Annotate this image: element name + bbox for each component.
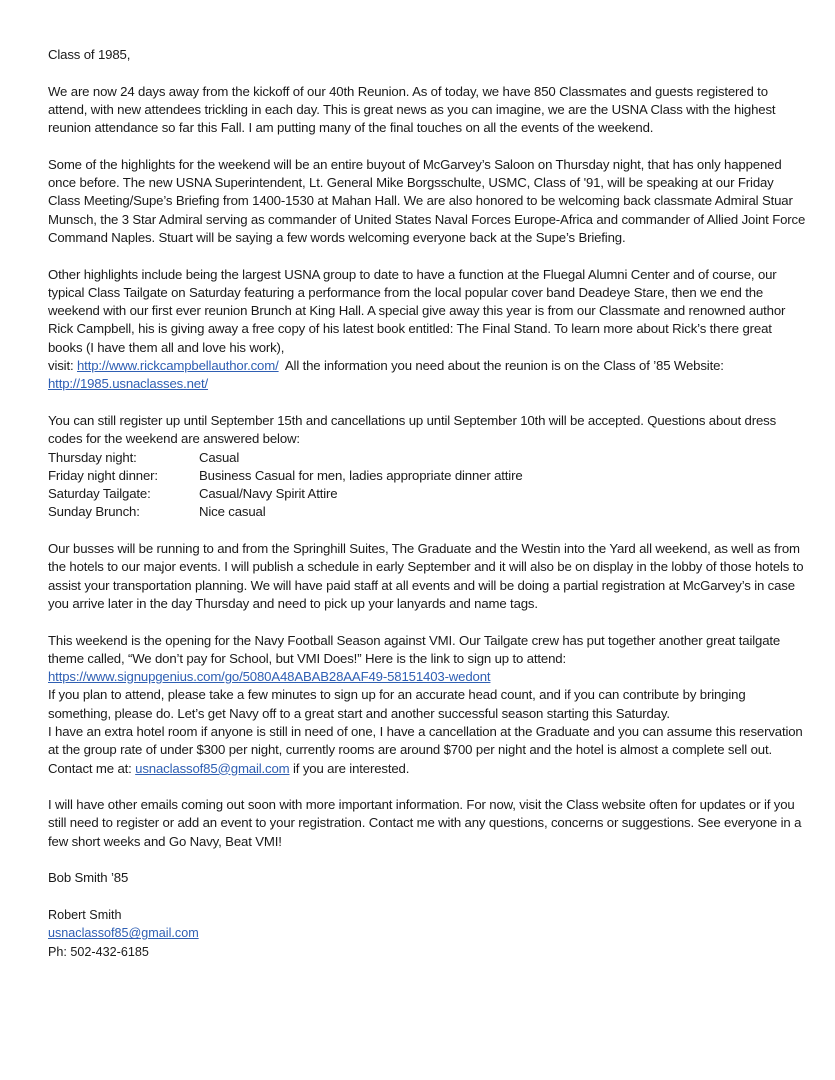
dress-code-event: Friday night dinner: (48, 467, 158, 483)
signup-text: If you plan to attend, please take a few minutes to sign up for an accurate head count, and if you can contribute by bringing something, please do. Let’s get Navy off to a great start and another successful season starting this Saturday. (48, 687, 746, 721)
paragraph-closing: I will have other emails coming out soon with more important information. For now, visit the Class website often for updates or if you still need to register or add an event to your registration. Contact me with any questions, concerns or suggestions. See everyone in a few short weeks and Go Navy, Beat VMI! (48, 797, 802, 849)
other-highlights-text: Other highlights include being the largest USNA group to date to have a function at the Fluegal Alumni Center and of course, our typical Class Tailgate on Saturday featuring a performance from the local popular cover band Deadeye Stare, then we end the weekend with our first ever reunion Brunch at King Hall. A special give away this year is from our Classmate and renowned author Rick Campbell, his is giving away a free copy of his latest book entitled: The Final Stand. To learn more about Rick’s there great books (I have them all and love his work), (48, 266, 786, 355)
signature-email-link[interactable]: usnaclassof85@gmail.com (48, 926, 199, 941)
paragraph-other-highlights (48, 266, 808, 394)
signature-phone: Ph: 502-432-6185 (48, 944, 149, 959)
signoff: Bob Smith ’85 (48, 870, 129, 886)
hotel-room-text: I have an extra hotel room if anyone is still in need of one, I have a cancellation at the Graduate and you can assume this reservation at the group rate of under $300 per night, currently rooms are around $700 per night and the hotel is almost a complete sell out. Contact me at: (48, 723, 803, 776)
paragraph-registration (48, 412, 808, 522)
paragraph-reunion-status: We are now 24 days away from the kickoff of our 40th Reunion. As of today, we have 850 Classmates and guests registered to attend, with new attendees trickling in each day. This is great news as you can imagine, we are the USNA Class with the highest reunion attendance so far this Fall. I am putting many of the final touches on all the events of the weekend. (48, 83, 776, 136)
paragraph-highlights: Some of the highlights for the weekend will be an entire buyout of McGarvey’s Saloon on Thursday night, that has only happened once before. The new USNA Superintendent, Lt. General Mike Borgsschulte, USMC, Class of '91, will be speaking at our Friday Class Meeting/Supe’s Briefing from 1400-1530 at Mahan Hall. We are also honored to be welcoming back classmate Admiral Stuar Munsch, the 3 Star Admiral serving as commander of United States Naval Forces Europe-Africa and commander of Allied Joint Force Command Naples. Stuart will be saying a few words welcoming everyone back at the Supe’s Briefing. (48, 156, 806, 245)
dress-code-event: Sunday Brunch: (48, 504, 140, 520)
tailgate-text: This weekend is the opening for the Navy Football Season against VMI. Our Tailgate crew has put together another great tailgate theme called, “We don’t pay for School, but VMI Does!” Here is the link to sign up to attend: (48, 632, 781, 666)
paragraph-tailgate (48, 632, 808, 778)
dress-code-attire: Business Casual for men, ladies appropriate dinner attire (199, 467, 523, 483)
dress-code-event: Saturday Tailgate: (48, 486, 151, 502)
signature-block (48, 906, 808, 961)
class-website-link[interactable]: http://1985.usnaclasses.net/ (48, 376, 209, 392)
registration-text: You can still register up until September 15th and cancellations up until September 10th will be accepted. Questions about dress codes for the weekend are answered below: (48, 412, 777, 447)
signup-genius-link[interactable]: https://www.signupgenius.com/go/5080A48ABAB28AAF49-58151403-wedont (48, 669, 491, 685)
class-website-text: All the information you need about the reunion is on the Class of ’85 Website: (278, 358, 731, 374)
hotel-room-tail: if you are interested. (289, 760, 410, 776)
dress-code-event: Thursday night: (48, 449, 137, 465)
rick-campbell-link[interactable]: http://www.rickcampbellauthor.com/ (77, 358, 279, 374)
dress-code-attire: Casual/Navy Spirit Attire (199, 486, 338, 502)
dress-code-attire: Casual (199, 449, 240, 465)
dress-code-attire: Nice casual (199, 504, 266, 520)
contact-email-link[interactable]: usnaclassof85@gmail.com (135, 760, 290, 776)
signature-name: Robert Smith (48, 907, 122, 922)
paragraph-busses: Our busses will be running to and from the Springhill Suites, The Graduate and the Westin into the Yard all weekend, as well as from the hotels to our major events. I will publish a schedule in early September and it will also be on display in the lobby of those hotels to assist your transportation planning. We will have paid staff at all events and will be doing a partial registration at McGarvey’s in case you arrive later in the day Thursday and need to pick up your lanyards and name tags. (48, 541, 804, 611)
greeting: Class of 1985, (48, 47, 131, 62)
dress-code-list (48, 449, 808, 522)
visit-prefix: visit: (48, 358, 77, 374)
letter-page (48, 46, 808, 961)
